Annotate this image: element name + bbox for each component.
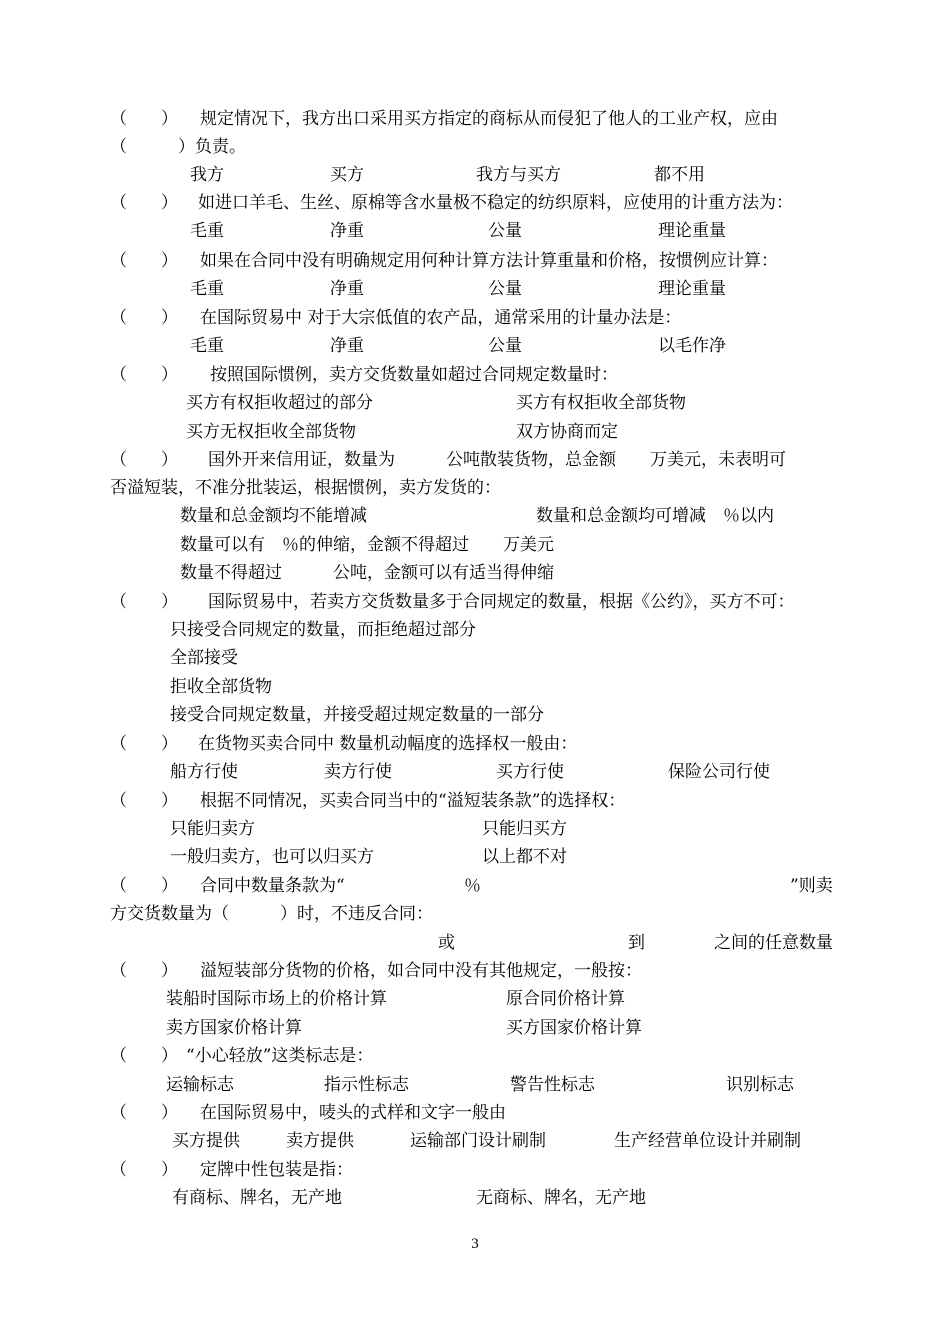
option: 运输部门设计刷制 xyxy=(410,1131,546,1151)
question-text: 按照国际惯例，卖方交货数量如超过合同规定数量时： xyxy=(210,365,618,385)
answer-paren: （ ） xyxy=(110,1046,178,1066)
option: 以毛作净 xyxy=(658,336,726,356)
option: 有商标、牌名，无产地 xyxy=(172,1188,342,1208)
option: 或 xyxy=(438,933,455,953)
option: 买方行使 xyxy=(496,762,564,782)
option: 净重 xyxy=(330,336,364,356)
option: 接受合同规定数量，并接受超过规定数量的一部分 xyxy=(170,705,544,725)
option: 警告性标志 xyxy=(510,1075,595,1095)
question-text: 国际贸易中，若卖方交货数量多于合同规定的数量，根据《公约》，买方不可： xyxy=(208,592,795,612)
answer-paren: （ ） xyxy=(110,193,178,213)
option: 一般归卖方，也可以归买方 xyxy=(170,847,374,867)
answer-paren: （ ） xyxy=(110,365,178,385)
option: 之间的任意数量 xyxy=(714,933,833,953)
option: 只能归买方 xyxy=(482,819,567,839)
option: 理论重量 xyxy=(658,279,726,299)
option: 买方有权拒收全部货物 xyxy=(516,393,686,413)
question-text: 如果在合同中没有明确规定用何种计算方法计算重量和价格，按惯例应计算： xyxy=(200,251,778,271)
answer-paren: （ ） xyxy=(110,592,178,612)
answer-paren: （ ） xyxy=(110,308,178,328)
option: 只接受合同规定的数量，而拒绝超过部分 xyxy=(170,620,476,640)
question-text: 国外开来信用证，数量为 公吨散装货物，总金额 万美元，未表明可 xyxy=(208,450,786,470)
option: 毛重 xyxy=(190,279,224,299)
answer-paren: （ ） xyxy=(110,109,178,129)
question-text: “小心轻放”这类标志是： xyxy=(186,1046,374,1066)
option: 数量不得超过 公吨，金额可以有适当得伸缩 xyxy=(180,563,554,583)
answer-paren: （ ） xyxy=(110,791,178,811)
option: 船方行使 xyxy=(170,762,238,782)
option: 公量 xyxy=(488,221,522,241)
option: 毛重 xyxy=(190,221,224,241)
option: 买方 xyxy=(330,165,364,185)
option: 以上都不对 xyxy=(482,847,567,867)
option: 全部接受 xyxy=(170,648,238,668)
option: 指示性标志 xyxy=(324,1075,409,1095)
page-number: 3 xyxy=(471,1236,479,1252)
answer-paren: （ ） xyxy=(110,1160,178,1180)
option: 毛重 xyxy=(190,336,224,356)
option: 生产经营单位设计并刷制 xyxy=(614,1131,801,1151)
question-text: 根据不同情况，买卖合同当中的“溢短装条款”的选择权： xyxy=(200,791,626,811)
question-text: 合同中数量条款为“ xyxy=(200,876,345,896)
option: 保险公司行使 xyxy=(668,762,770,782)
option: 卖方行使 xyxy=(324,762,392,782)
option: 卖方提供 xyxy=(286,1131,354,1151)
option: 只能归卖方 xyxy=(170,819,255,839)
option: 我方与买方 xyxy=(476,165,561,185)
option: 卖方国家价格计算 xyxy=(166,1018,302,1038)
question-text-end: ”则卖 xyxy=(790,876,833,896)
answer-paren: （ ） xyxy=(110,961,178,981)
option: 装船时国际市场上的价格计算 xyxy=(166,989,387,1009)
option: 净重 xyxy=(330,221,364,241)
option: 数量和总金额均可增减 ％以内 xyxy=(536,506,774,526)
question-text: 在国际贸易中，唛头的式样和文字一般由 xyxy=(200,1103,506,1123)
option: 理论重量 xyxy=(658,221,726,241)
option: 都不用 xyxy=(654,165,705,185)
answer-paren: （ ） xyxy=(110,734,178,754)
option: 拒收全部货物 xyxy=(170,677,272,697)
question-text: 在国际贸易中 对于大宗低值的农产品，通常采用的计量办法是： xyxy=(200,308,682,328)
question-text-cont: （ ）负责。 xyxy=(110,137,246,157)
option: 公量 xyxy=(488,279,522,299)
option: 无商标、牌名，无产地 xyxy=(476,1188,646,1208)
question-text-cont: 否溢短装，不准分批装运，根据惯例，卖方发货的： xyxy=(110,478,501,498)
option: 买方无权拒收全部货物 xyxy=(186,422,356,442)
question-text: 在货物买卖合同中 数量机动幅度的选择权一般由： xyxy=(198,734,578,754)
answer-paren: （ ） xyxy=(110,251,178,271)
option: 公量 xyxy=(488,336,522,356)
option: 到 xyxy=(628,933,645,953)
answer-paren: （ ） xyxy=(110,450,178,470)
option: 原合同价格计算 xyxy=(506,989,625,1009)
question-text: 规定情况下，我方出口采用买方指定的商标从而侵犯了他人的工业产权，应由 xyxy=(200,109,778,129)
option: 运输标志 xyxy=(166,1075,234,1095)
option: 数量和总金额均不能增减 xyxy=(180,506,367,526)
option: 买方提供 xyxy=(172,1131,240,1151)
option: 净重 xyxy=(330,279,364,299)
option: 买方国家价格计算 xyxy=(506,1018,642,1038)
question-text: 如进口羊毛、生丝、原棉等含水量极不稳定的纺织原料，应使用的计重方法为： xyxy=(198,193,793,213)
option: 双方协商而定 xyxy=(516,422,618,442)
option: 我方 xyxy=(190,165,224,185)
answer-paren: （ ） xyxy=(110,876,178,896)
option: 买方有权拒收超过的部分 xyxy=(186,393,373,413)
option: 识别标志 xyxy=(726,1075,794,1095)
question-text: 溢短装部分货物的价格，如合同中没有其他规定，一般按： xyxy=(200,961,642,981)
answer-paren: （ ） xyxy=(110,1103,178,1123)
question-text-cont: 方交货数量为（ ）时，不违反合同： xyxy=(110,904,433,924)
option: 数量可以有 ％的伸缩，金额不得超过 万美元 xyxy=(180,535,554,555)
question-text-percent: ％ xyxy=(464,876,481,896)
question-text: 定牌中性包装是指： xyxy=(200,1160,353,1180)
